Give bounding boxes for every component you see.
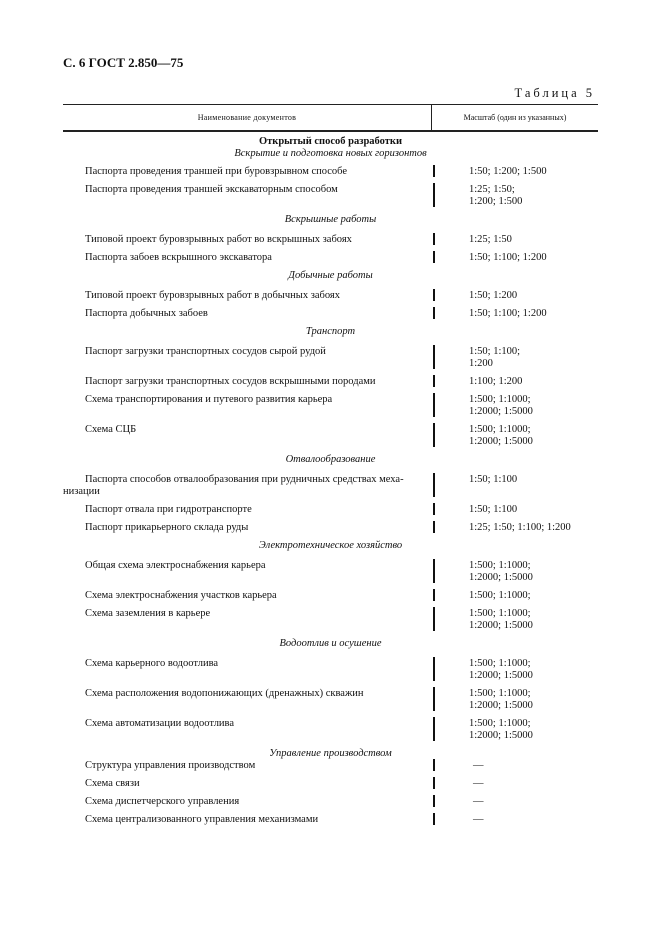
scale-values	[433, 424, 598, 448]
scale-values	[433, 688, 598, 712]
scale-line: 1:50; 1:100;	[469, 346, 521, 357]
table-row	[63, 308, 598, 320]
scale-values	[433, 234, 598, 246]
table-header-row	[63, 105, 598, 130]
document-name-line: Паспорт отвала при гидротранспорте	[85, 504, 252, 515]
scale-values	[433, 504, 598, 516]
table-row	[63, 560, 598, 584]
document-name-line: низации	[63, 486, 100, 497]
scale-line: 1:2000; 1:5000	[469, 436, 533, 447]
document-name-line: Схема СЦБ	[85, 424, 137, 435]
document-name	[63, 252, 433, 264]
document-name	[63, 608, 433, 632]
document-name	[63, 234, 433, 246]
document-name-line: Паспорт загрузки транспортных сосудов вскрышными породами	[85, 376, 376, 387]
scale-values	[433, 778, 598, 790]
scale-line: 1:2000; 1:5000	[469, 572, 533, 583]
scale-values	[433, 590, 598, 602]
document-name	[63, 376, 433, 388]
table-row	[63, 796, 598, 808]
table-row	[63, 522, 598, 534]
scale-values	[433, 184, 598, 208]
section-title: Вскрышные работы	[284, 214, 377, 225]
scale-values	[433, 252, 598, 264]
scale-values	[433, 608, 598, 632]
scale-line: 1:2000; 1:5000	[469, 620, 533, 631]
table-row	[63, 166, 598, 178]
document-name-line: Схема автоматизации водоотлива	[85, 718, 235, 729]
scale-values	[433, 290, 598, 302]
document-name	[63, 560, 433, 584]
scale-values	[433, 166, 598, 178]
table-row	[63, 718, 598, 742]
scale-line: 1:50; 1:200	[469, 290, 518, 301]
table-row	[63, 252, 598, 264]
scale-line: —	[473, 760, 484, 771]
document-name	[63, 308, 433, 320]
document-name-line: Схема связи	[85, 778, 140, 789]
document-name	[63, 184, 433, 208]
scale-values	[433, 474, 598, 498]
document-name-line: Паспорта забоев вскрышного экскаватора	[85, 252, 272, 263]
section-title: Добычные работы	[288, 270, 373, 281]
document-name-line: Схема карьерного водоотлива	[85, 658, 219, 669]
scale-values	[433, 308, 598, 320]
table-header-rule	[63, 130, 598, 132]
documents-table	[63, 104, 598, 832]
document-name-line: Типовой проект буровзрывных работ в добычных забоях	[85, 290, 340, 301]
table-row	[63, 474, 598, 498]
scale-line: 1:100; 1:200	[469, 376, 523, 387]
scale-line: 1:500; 1:1000;	[469, 718, 531, 729]
scale-line: —	[473, 796, 484, 807]
document-name	[63, 166, 433, 178]
table-row	[63, 290, 598, 302]
document-name	[63, 290, 433, 302]
section-title: Управление производством	[269, 748, 392, 759]
document-name-line: Схема расположения водопонижающих (дренажных) скважин	[85, 688, 364, 699]
document-name-line: Паспорта проведения траншей при буровзрывном способе	[85, 166, 348, 177]
scale-line: 1:50; 1:100	[469, 504, 518, 515]
scale-values	[433, 346, 598, 370]
document-name-line: Схема централизованного управления механизмами	[85, 814, 319, 825]
scale-line: 1:500; 1:1000;	[469, 590, 531, 601]
table-row	[63, 760, 598, 772]
scale-line: 1:2000; 1:5000	[469, 406, 533, 417]
document-name-line: Паспорт прикарьерного склада руды	[85, 522, 249, 533]
section-title: Электротехническое хозяйство	[258, 540, 403, 551]
table-title: Открытый способ разработки	[258, 136, 403, 147]
scale-line: 1:200	[469, 358, 493, 369]
document-name	[63, 760, 433, 772]
table-row	[63, 424, 598, 448]
table-row	[63, 376, 598, 388]
document-name-line: Схема диспетчерского управления	[85, 796, 240, 807]
scale-line: 1:500; 1:1000;	[469, 608, 531, 619]
document-name-line: Паспорта проведения траншей экскаваторным способом	[85, 184, 338, 195]
scale-values	[433, 394, 598, 418]
page-header: С. 6 ГОСТ 2.850—75	[63, 55, 184, 70]
scale-line: 1:25; 1:50; 1:100; 1:200	[469, 522, 571, 533]
document-name-line: Схема заземления в карьере	[85, 608, 211, 619]
document-name-line: Структура управления производством	[85, 760, 256, 771]
table-row	[63, 394, 598, 418]
scale-line: —	[473, 814, 484, 825]
table-row	[63, 234, 598, 246]
table-row	[63, 590, 598, 602]
scale-line: 1:200; 1:500	[469, 196, 523, 207]
section-title: Вскрытие и подготовка новых горизонтов	[234, 148, 427, 159]
document-name	[63, 522, 433, 534]
table-body	[63, 148, 598, 826]
table-row	[63, 778, 598, 790]
scale-values	[433, 560, 598, 584]
scale-line: 1:50; 1:100; 1:200	[469, 252, 547, 263]
column-header-scale: Масштаб (один из указанных)	[431, 105, 598, 130]
scale-values	[433, 658, 598, 682]
scale-line: 1:500; 1:1000;	[469, 394, 531, 405]
document-name	[63, 346, 433, 370]
scale-values	[433, 522, 598, 534]
document-name	[63, 778, 433, 790]
document-name	[63, 658, 433, 682]
document-name-line: Схема электроснабжения участков карьера	[85, 590, 277, 601]
document-name	[63, 394, 433, 418]
table-row	[63, 688, 598, 712]
document-name	[63, 590, 433, 602]
document-name-line: Схема транспортирования и путевого развития карьера	[85, 394, 333, 405]
scale-line: 1:25; 1:50	[469, 234, 512, 245]
scale-line: 1:2000; 1:5000	[469, 730, 533, 741]
table-caption: Таблица 5	[514, 86, 595, 100]
document-name-line: Паспорта добычных забоев	[85, 308, 208, 319]
table-row	[63, 346, 598, 370]
document-name	[63, 424, 433, 448]
document-name	[63, 474, 433, 498]
document-name-line: Типовой проект буровзрывных работ во вскрышных забоях	[85, 234, 352, 245]
document-name	[63, 504, 433, 516]
document-name	[63, 718, 433, 742]
section-title: Отвалообразование	[285, 454, 376, 465]
table-row	[63, 608, 598, 632]
scale-values	[433, 376, 598, 388]
document-name	[63, 814, 433, 826]
scale-line: 1:50; 1:200; 1:500	[469, 166, 547, 177]
scale-values	[433, 760, 598, 772]
table-row	[63, 814, 598, 826]
scale-values	[433, 814, 598, 826]
scale-line: 1:500; 1:1000;	[469, 560, 531, 571]
section-title: Транспорт	[305, 326, 356, 337]
document-name-line: Паспорт загрузки транспортных сосудов сырой рудой	[85, 346, 326, 357]
document-name	[63, 688, 433, 712]
document-name-line: Общая схема электроснабжения карьера	[85, 560, 266, 571]
scale-values	[433, 718, 598, 742]
scale-line: 1:500; 1:1000;	[469, 688, 531, 699]
scale-values	[433, 796, 598, 808]
scale-line: 1:50; 1:100	[469, 474, 518, 485]
document-name-line: Паспорта способов отвалообразования при рудничных средствах меха-	[85, 474, 404, 485]
scale-line: 1:25; 1:50;	[469, 184, 515, 195]
scale-line: —	[473, 778, 484, 789]
scale-line: 1:50; 1:100; 1:200	[469, 308, 547, 319]
column-header-name: Наименование документов	[197, 113, 297, 122]
scale-line: 1:500; 1:1000;	[469, 658, 531, 669]
document-name	[63, 796, 433, 808]
table-row	[63, 658, 598, 682]
scale-line: 1:2000; 1:5000	[469, 670, 533, 681]
table-row	[63, 504, 598, 516]
table-row	[63, 184, 598, 208]
section-title: Водоотлив и осушение	[279, 638, 382, 649]
scale-line: 1:500; 1:1000;	[469, 424, 531, 435]
scale-line: 1:2000; 1:5000	[469, 700, 533, 711]
